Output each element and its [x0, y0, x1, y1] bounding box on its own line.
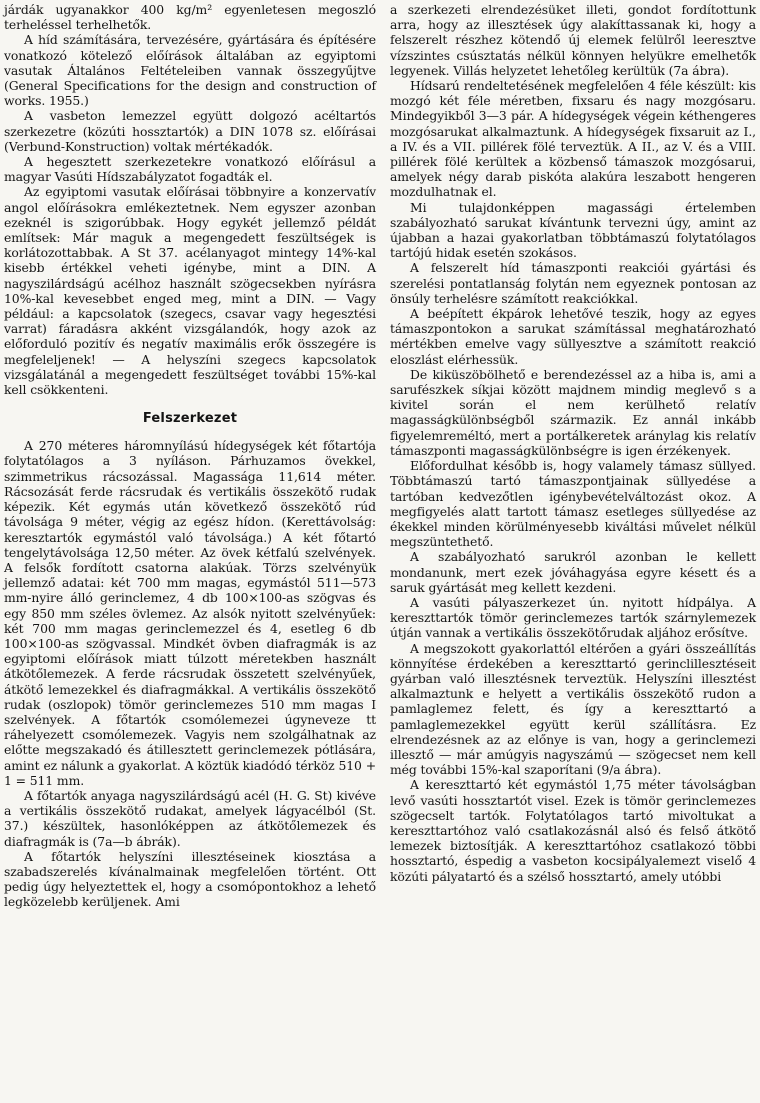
paragraph: A vasbeton lemezzel együtt dolgozó acéltartós szerkezetre (közúti hossztartók) a DIN 1078 sz. előírásai (Verbund-Konstruction) voltak mértékadók.	[4, 108, 376, 154]
paragraph: A 270 méteres háromnyílású hídegységek két főtartója folytatólagos a 3 nyíláson. Párhuzamos övekkel, szimmetrikus rácsozással. Magassága 11,614 méter. Rácsozását ferde rácsrudak és vertikális összekötő rudak képezik. Két egymás után következő összekötő rúd távolsága 9 méter, végig az egész hídon. (Kerettávolság: keresztartók egymástól való távolsága.) A két főtartó tengelytávolsága 12,50 méter. Az övek kétfalú szelvények. A felsők fordított csatorna alakúak. Törzs szelvényük jellemző adatai: két 700 mm magas, egymástól 511—573 mm-nyire álló gerinclemez, 4 db 100×100-as szögvas és egy 850 mm széles övlemez. Az alsók nyitott szelvényűek: két 700 mm magas gerinclemezzel és 4, esetleg 6 db 100×100-as szögvassal. Mindkét övben diafragmák is az egyiptomi előírások miatt túlzott méretekben használt átkötőlemezek. A ferde rácsrudak összetett szelvényűek, átkötő lemezekkel és diafragmákkal. A vertikális összekötő rudak (oszlopok) tömör gerinclemezes 510 mm magas I szelvények. A főtartók csomólemezei úgyneveze tt ráhelyezett csomólemezek. Vagyis nem szolgálhatnak az előtte megszakadó és átillesztett gerinclemezek pótlására, amint ez nálunk a gyakorlat. A köztük kiadódó térköz 510 + 1 = 511 mm.	[4, 438, 376, 788]
paragraph: A híd számítására, tervezésére, gyártására és építésére vonatkozó kötelező előírások általában az egyiptomi vasutak Általános Feltételeiben vannak összegyűjtve (General Specifications for the design and construction of works. 1955.)	[4, 32, 376, 109]
left-column	[4, 2, 376, 910]
paragraph: Az egyiptomi vasutak előírásai többnyire a konzervatív angol előírásokra emlékeztetnek. Nem egyszer azonban ezeknél is szigorúbbak. Hogy egykét jellemző példát említsek: Már maguk a megengedett feszültségek is korlátozottabbak. A St 37. acélanyagot mintegy 14%-kal kisebb értékkel veheti igénybe, mint a DIN. A nagyszilárdságú acélhoz használt szögecsekben nyírásra 10%-kal kevesebbet enged meg, mint a DIN. — Vagy például: a kapcsolatok (szegecs, csavar vagy hegesztési varrat) fáradásra akként vizsgálandók, hogy azok az előforduló pozitív és negatív maximális erők összegére is megfeleljenek! — A helyszíni szegecs kapcsolatok vizsgálatánál a megengedett feszültséget további 15%-kal kell csökkenteni.	[4, 184, 376, 398]
paragraph: A kereszttartó két egymástól 1,75 méter távolságban levő vasúti hossztartót visel. Ezek is tömör gerinclemezes szögecselt tartók. Folytatólagos tartó mivoltukat a kereszttartóhoz való csatlakozásnál alsó és felső átkötő lemezek biztosítják. A kereszttartóhoz csatlakozó többi hossztartó, éspedig a vasbeton kocsipályalemezt viselő 4 közúti pályatartó és a szélső hossztartó, amely utóbbi	[390, 777, 756, 884]
paragraph: De kiküszöbölhető e berendezéssel az a hiba is, ami a sarufészkek síkjai között majdnem mindig meglevő s a kivitel során el nem kerülhető relatív magasságkülönbségből származik. Ez annál inkább figyelemreméltó, mert a portálkeretek aránylag kis relatív támaszponti magasságkülönbségre is igen érzékenyek.	[390, 366, 756, 458]
paragraph: A beépített ékpárok lehetővé teszik, hogy az egyes támaszpontokon a sarukat számítással meghatározható mértékben emelve vagy süllyesztve a számított reakció eloszlást elérhessük.	[390, 306, 756, 367]
paragraph: A megszokott gyakorlattól eltérően a gyári összeállítás könnyítése érdekében a kereszttartó gerinclillesztéseit gyárban való illesztésnek terveztük. Helyszíni illesztést alkalmaztunk e helyett a vertikális összekötő rudon a pamlaglemez felett, és így a kereszttartó a pamlaglemezekkel együtt kerül szállításra. Ez elrendezésnek az az előnye is van, hogy a gerinclemezi illesztő — már amúgyis nagyszámú — szögecset nem kell még további 15%-kal szaporítani (9/a ábra).	[390, 640, 756, 778]
paragraph: A hegesztett szerkezetekre vonatkozó előírásul a magyar Vasúti Hídszabályzatot fogadták el.	[4, 154, 376, 185]
paragraph: A felszerelt híd támaszponti reakciói gyártási és szerelési pontatlanság folytán nem egyeznek pontosan az önsúly terhelésre számított reakciókkal.	[390, 260, 756, 306]
paragraph: A főtartók helyszíni illesztéseinek kiosztása a szabadszerelés kívánalmainak megfelelően történt. Ott pedig úgy helyeztettek el, hogy a csomópontokhoz a lehető legközelebb kerüljenek. Ami	[4, 848, 376, 910]
paragraph: járdák ugyanakkor 400 kg/m² egyenletesen megoszló terheléssel terhelhetők.	[4, 2, 376, 33]
right-column	[390, 2, 756, 884]
paragraph: Hídsarú rendeltetésének megfelelően 4 féle készült: kis mozgó két féle méretben, fixsaru és nagy mozgósaru. Mindegyikből 3—3 pár. A hídegységek végein kéthengeres mozgósarukat alkalmaztunk. A hídegységek fixsaruit az I., a IV. és a VII. pillérek fölé terveztük. A II., az V. és a VIII. pillérek fölé kerültek a közbenső támaszok mozgósarui, amelyek négy darab piskóta alakúra leszabott hengeren mozdulhatnak el.	[390, 78, 756, 200]
paragraph: A főtartók anyaga nagyszilárdságú acél (H. G. St) kivéve a vertikális összekötő rudakat, amelyek lágyacélból (St. 37.) készültek, hasonlóképpen az átkötőlemezek és diafragmák is (7a—b ábrák).	[4, 787, 376, 849]
paragraph: a szerkezeti elrendezésüket illeti, gondot fordítottunk arra, hogy az illesztések úgy alakíttassanak ki, hogy a felszerelt részhez kötendő új elemek felülről leeresztve vízszintes csúsztatás nélkül könnyen helyükre emelhetők legyenek. Villás helyzetet lehetőleg kerültük (7a ábra).	[390, 2, 756, 78]
paragraph: A szabályozható sarukról azonban le kellett mondanunk, mert ezek jóváhagyása egyre késett és a saruk gyártását meg kellett kezdeni.	[390, 549, 756, 595]
paragraph: Előfordulhat később is, hogy valamely támasz süllyed. Többtámaszú tartó támaszpontjainak süllyedése a tartóban kedvezőtlen igénybevételváltozást okoz. A megfigyelés alatt tartott támasz esetleges süllyedése az ékekkel minden körülményesebb kiváltási művelet nélkül megszüntethető.	[390, 458, 756, 550]
section-heading: Felszerkezet	[142, 411, 238, 427]
paragraph: A vasúti pályaszerkezet ún. nyitott hídpálya. A kereszttartók tömör gerinclemezes tartók szárnylemezek útján vannak a vertikális összekötőrudak aljához erősítve.	[390, 594, 756, 641]
paragraph: Mi tulajdonképpen magassági értelemben szabályozható sarukat kívántunk tervezni úgy, amint az újabban a hazai gyakorlatban többtámaszú folytatólagos tartójú hidak esetén szokásos.	[390, 199, 756, 261]
